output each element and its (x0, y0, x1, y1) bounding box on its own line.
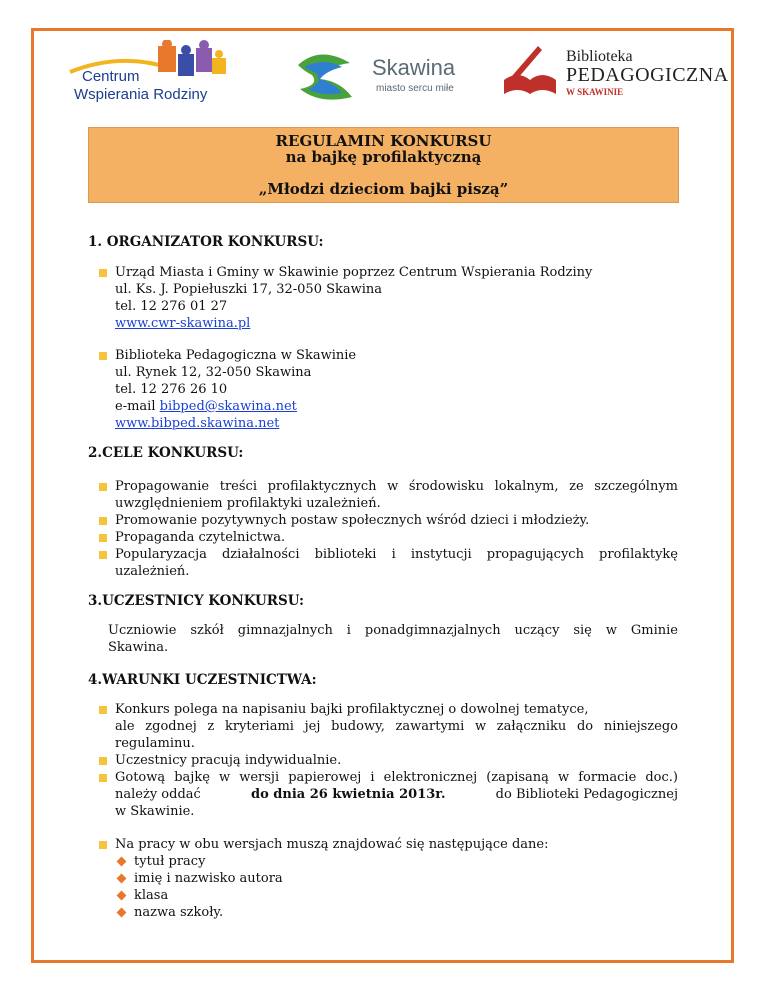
goal-1 (115, 478, 678, 512)
section2-heading: 2.CELE KONKURSU: (88, 445, 244, 461)
deadline-text: do dnia 26 kwietnia 2013r. (251, 787, 446, 802)
required-field-4: nazwa szkoły. (134, 905, 224, 920)
org1-line1: Urząd Miasta i Gminy w Skawinie poprzez Centrum Wspierania Rodziny (115, 265, 593, 280)
org2-website-link[interactable]: www.bibped.skawina.net (115, 416, 280, 431)
title-line1: REGULAMIN KONKURSU (275, 132, 492, 150)
required-field-2: imię i nazwisko autora (134, 871, 283, 886)
condition-3-post: do Biblioteki Pedagogicznej (495, 787, 678, 802)
bullet-icon (99, 757, 107, 765)
bullet-icon (99, 269, 107, 277)
org1-line3: tel. 12 276 01 27 (115, 299, 228, 314)
goal-4-line2: uzależnień. (115, 564, 190, 579)
goal-4-line1: Popularyzacja działalności biblioteki i instytucji propagujących profilaktykę (115, 547, 678, 562)
org2-email-label: e-mail (115, 399, 160, 414)
org1-address (115, 264, 592, 332)
org2-address (115, 347, 356, 432)
title-line2: na bajkę profilaktyczną (285, 148, 482, 166)
bullet-icon (99, 534, 107, 542)
cwr-logo-line2: Wspierania Rodziny (74, 86, 208, 103)
required-field-3: klasa (134, 888, 169, 903)
bullet-icon (99, 841, 107, 849)
condition-2: Uczestnicy pracują indywidualnie. (115, 753, 342, 768)
condition-4: Na pracy w obu wersjach muszą znajdować się następujące dane: (115, 837, 549, 852)
goal-4 (115, 546, 678, 580)
org1-website-link[interactable]: www.cwr-skawina.pl (115, 316, 251, 331)
book-quill-icon (498, 40, 564, 100)
biblioteka-logo (498, 40, 729, 100)
org2-line1: Biblioteka Pedagogiczna w Skawinie (115, 348, 357, 363)
goal-3: Propaganda czytelnictwa. (115, 530, 286, 545)
section4-heading: 4.WARUNKI UCZESTNICTWA: (88, 672, 317, 688)
skawina-emblem-icon (290, 45, 370, 105)
condition-3-pre: należy oddać (115, 787, 201, 802)
title-box (88, 127, 679, 203)
skawina-logo-name: Skawina (372, 55, 456, 80)
bullet-icon (99, 517, 107, 525)
biblioteka-logo-line3: W SKAWINIE (566, 87, 624, 97)
cwr-logo-line1: Centrum (82, 68, 140, 85)
bullet-icon (99, 483, 107, 491)
biblioteka-logo-line1: Biblioteka (566, 48, 633, 65)
condition-1-line2: ale zgodnej z kryteriami jej budowy, zawartymi w załączniku do niniejszego (115, 719, 678, 734)
condition-3 (115, 769, 678, 820)
section1-heading: 1. ORGANIZATOR KONKURSU: (88, 234, 324, 250)
condition-3-line3: w Skawinie. (115, 804, 195, 819)
bullet-icon (99, 774, 107, 782)
section3-heading: 3.UCZESTNICY KONKURSU: (88, 593, 305, 609)
participants-text (108, 622, 678, 656)
title-line3: „Młodzi dzieciom bajki piszą” (258, 180, 509, 198)
bullet-icon (99, 706, 107, 714)
org1-line2: ul. Ks. J. Popiełuszki 17, 32-050 Skawina (115, 282, 383, 297)
bullet-icon (99, 352, 107, 360)
skawina-logo (290, 45, 465, 105)
org2-line3: tel. 12 276 26 10 (115, 382, 228, 397)
goal-1-line1: Propagowanie treści profilaktycznych w środowisku lokalnym, ze szczególnym (115, 479, 678, 494)
condition-1 (115, 701, 678, 752)
condition-1-line1: Konkurs polega na napisaniu bajki profilaktycznej o dowolnej tematyce, (115, 702, 589, 717)
org2-line2: ul. Rynek 12, 32-050 Skawina (115, 365, 312, 380)
skawina-logo-tagline: miasto sercu miłe (376, 83, 454, 94)
biblioteka-logo-line2: PEDAGOGICZNA (566, 64, 729, 86)
required-field-1: tytuł pracy (134, 854, 206, 869)
org2-email-link[interactable]: bibped@skawina.net (159, 399, 297, 414)
goal-1-line2: uwzględnieniem profilaktyki uzależnień. (115, 496, 381, 511)
condition-1-line3: regulaminu. (115, 736, 195, 751)
bullet-icon (99, 551, 107, 559)
cwr-logo (60, 40, 235, 110)
participants-line2: Skawina. (108, 640, 169, 655)
participants-line1: Uczniowie szkół gimnazjalnych i ponadgimnazjalnych uczący się w Gminie (108, 623, 678, 638)
goal-2: Promowanie pozytywnych postaw społecznych wśród dzieci i młodzieży. (115, 513, 590, 528)
condition-3-line1: Gotową bajkę w wersji papierowej i elektronicznej (zapisaną w formacie doc.) (115, 770, 678, 785)
condition-3-line2 (115, 786, 678, 803)
